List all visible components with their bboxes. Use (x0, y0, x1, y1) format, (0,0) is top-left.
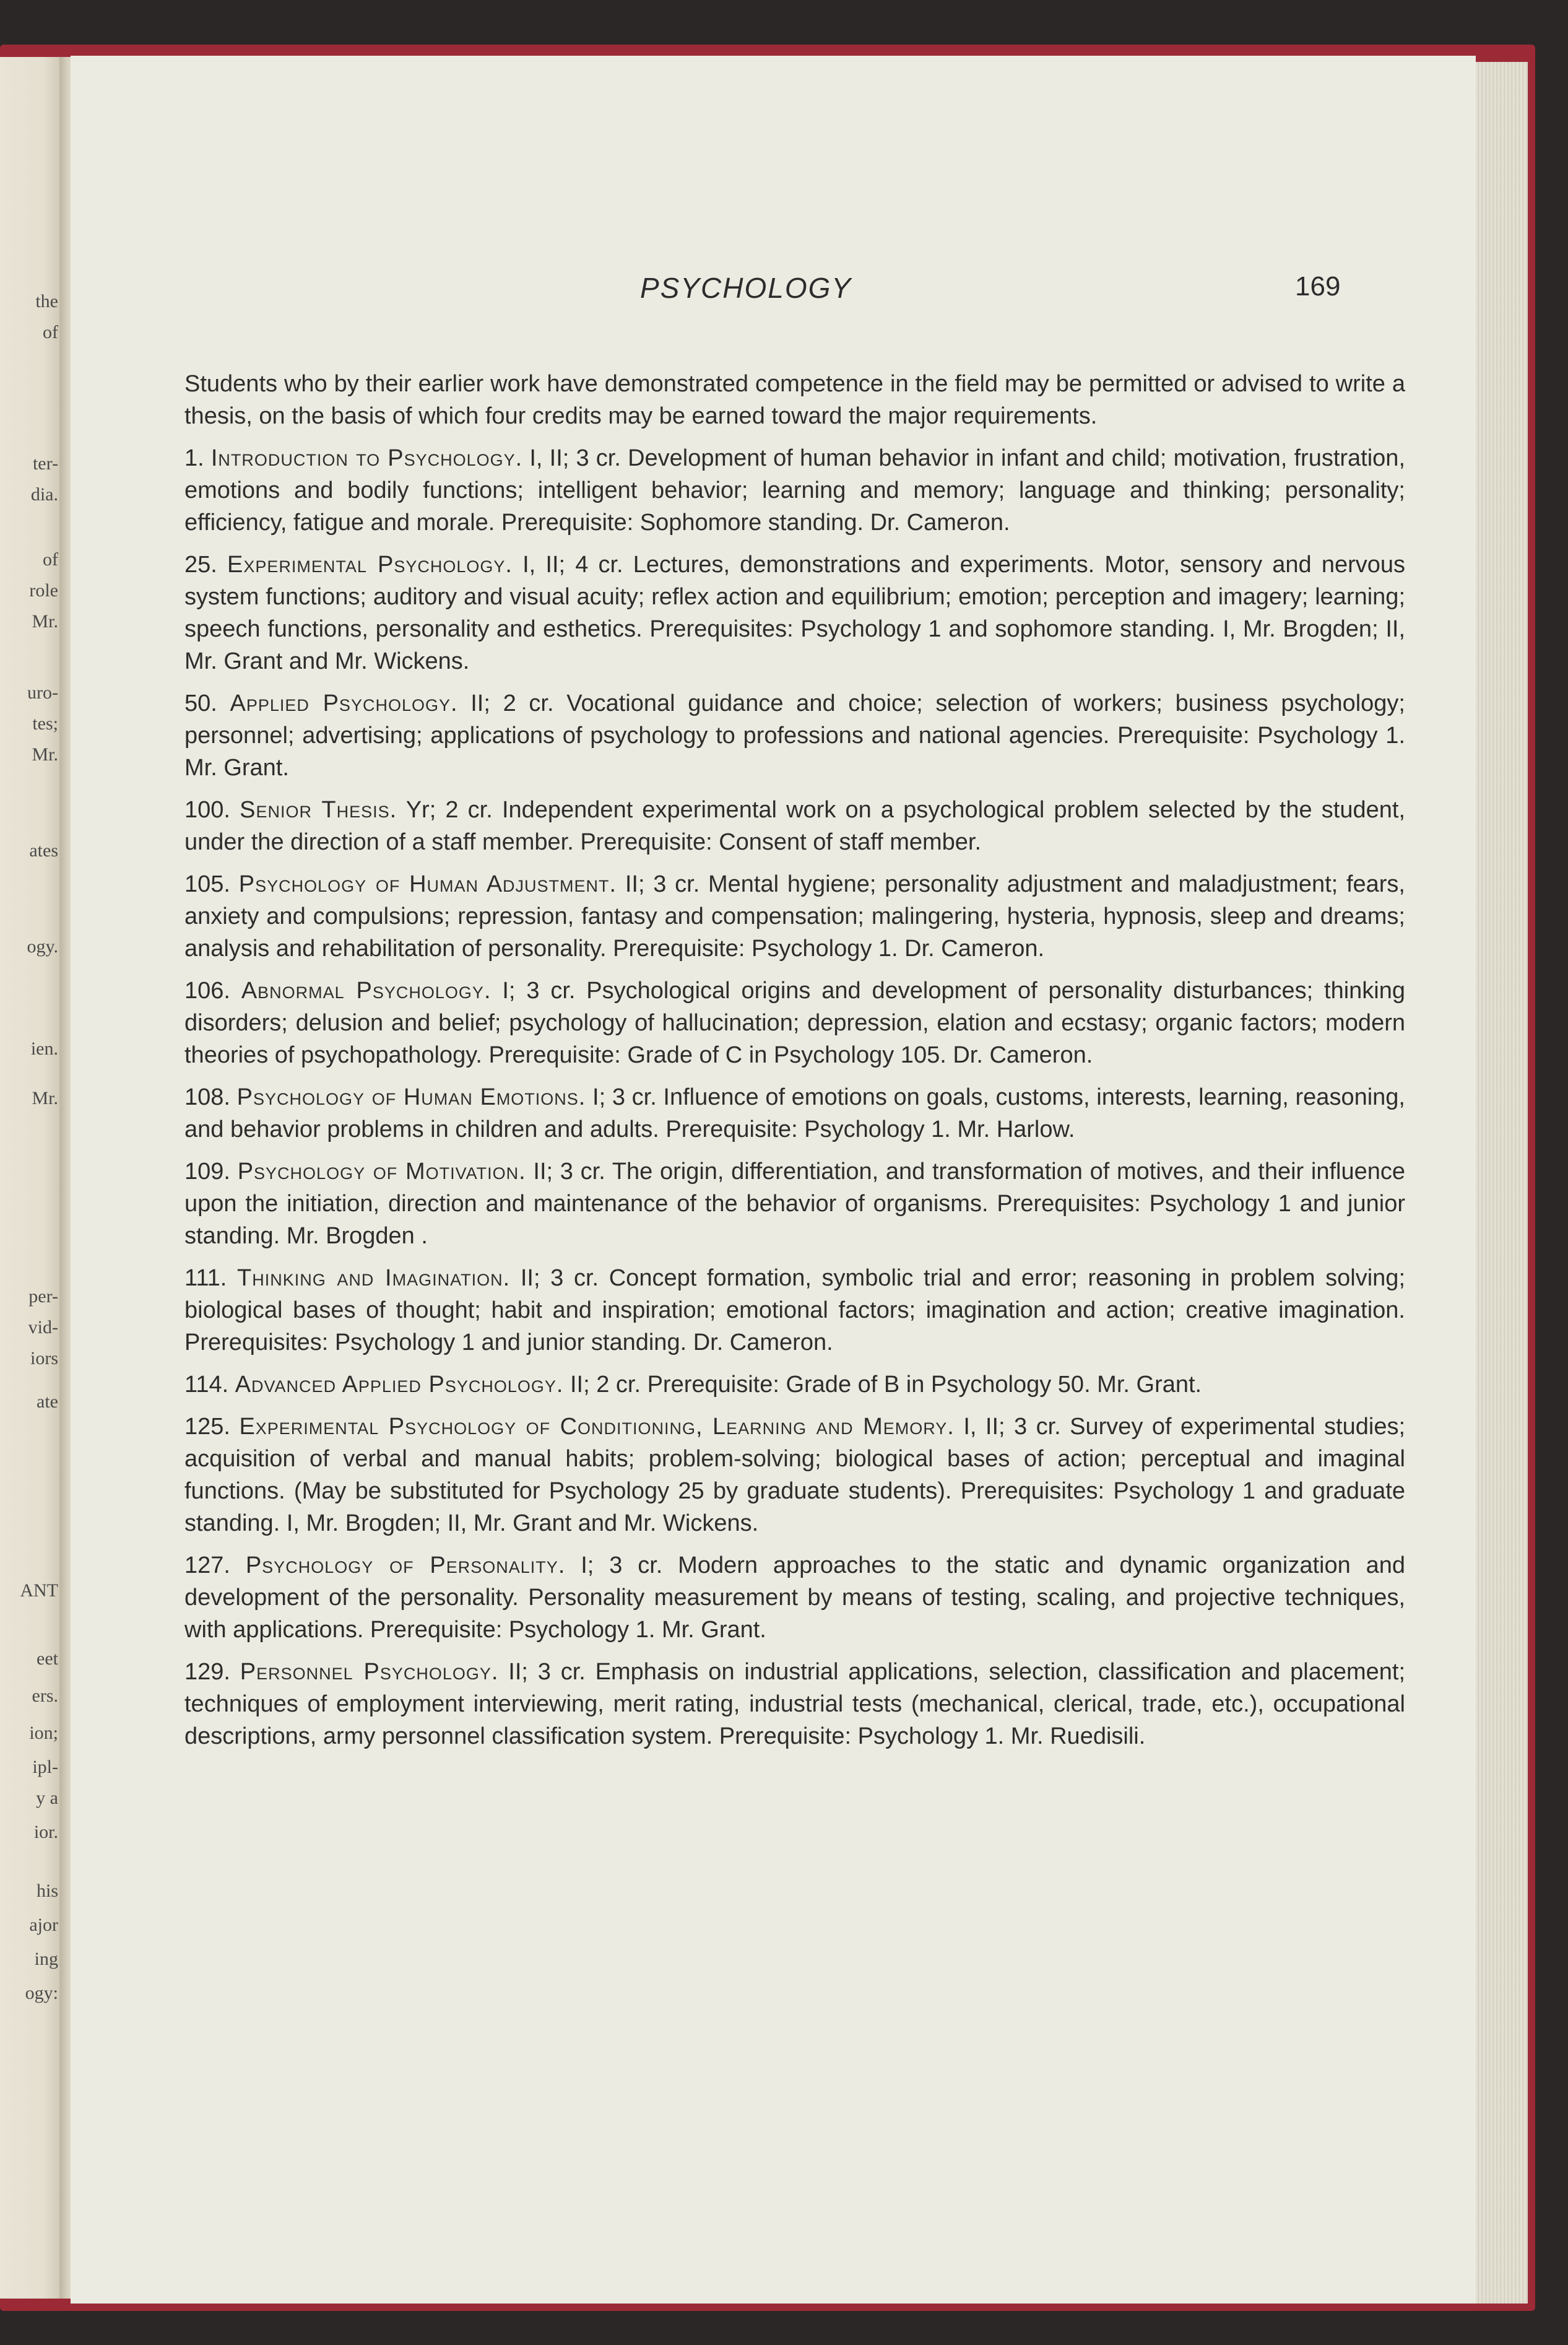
left-page-fragment: ipl- (32, 1757, 58, 1777)
left-page-fragment: iors (30, 1348, 58, 1368)
left-page-fragment: dia. (30, 484, 58, 505)
left-page-fragment: uro- (27, 682, 58, 703)
course-title: Psychology of Human Adjustment. (238, 871, 617, 897)
course-entry (184, 1411, 1405, 1539)
course-number: 129. (184, 1659, 230, 1685)
left-page-fragment: ers. (32, 1686, 58, 1706)
course-entry (184, 975, 1405, 1071)
course-description: II; 3 cr. Concept formation, symbolic trial and error; reasoning in problem solving; biological bases of thought; habit and inspiration; emotional factors; imagination and action; creative imagination. Prerequisites: Psychology 1 and junior standing. Dr. Cameron. (184, 1265, 1406, 1355)
left-page-fragment: vid- (28, 1317, 58, 1338)
course-description: II; 2 cr. Prerequisite: Grade of B in Psychology 50. Mr. Grant. (570, 1372, 1202, 1398)
left-page-fragment: ior. (33, 1822, 58, 1842)
course-number: 109. (184, 1159, 230, 1185)
left-page-fragment: ogy: (25, 1983, 58, 2003)
running-head (71, 271, 1476, 315)
course-title: Psychology of Human Emotions. (236, 1084, 586, 1110)
left-page-fragment: ates (29, 840, 58, 861)
course-description: II; 3 cr. Emphasis on industrial applications, selection, classification and placement; techniques of employment interviewing, merit rating, industrial tests (mechanical, clerical, trade, etc.), occupational descriptions, army personnel classification system. Prerequisite: Psychology 1. Mr. Ruedisili. (184, 1659, 1406, 1749)
course-description: I; 3 cr. Influence of emotions on goals, customs, interests, learning, reasoning, and behavior problems in children and adults. Prerequisite: Psychology 1. Mr. Harlow. (184, 1084, 1405, 1142)
left-page-fragment: eet (37, 1648, 58, 1669)
left-page-edge (0, 57, 62, 2299)
left-page-fragment: ien. (30, 1038, 58, 1059)
running-head-title: PSYCHOLOGY (640, 272, 852, 304)
course-title: Advanced Applied Psychology. (235, 1372, 564, 1398)
course-number: 25. (184, 552, 217, 578)
left-page-fragment: y a (36, 1788, 58, 1808)
course-description: I, II; 3 cr. Survey of experimental studies; acquisition of verbal and manual habits; problem-solving; biological bases of action; perceptual and imaginal functions. (May be substituted for Psychology 25 by graduate students). Prerequisites: Psychology 1 and graduate standing. I, Mr. Brogden; II, Mr. Grant and Mr. Wickens. (184, 1414, 1406, 1536)
left-page-fragment: his (36, 1881, 58, 1901)
left-page-fragment: ing (34, 1949, 58, 1969)
course-description: I; 3 cr. Modern approaches to the static and dynamic organization and development of the personality. Personality measurement by means of testing, scaling, and projective techniques, with applications. Prerequisite: Psychology 1. Mr. Grant. (184, 1552, 1405, 1643)
course-title: Psychology of Personality. (245, 1552, 566, 1578)
course-number: 50. (184, 690, 217, 716)
left-page-fragment: ANT (20, 1580, 58, 1601)
left-page-fragment: the (35, 291, 58, 311)
course-description: I, II; 3 cr. Development of human behavior in infant and child; motivation, frustration, emotions and bodily functions; intelligent behavior; learning and memory; language and thinking; personality; efficiency, fatigue and morale. Prerequisite: Sophomore standing. Dr. Cameron. (184, 445, 1406, 536)
left-page-fragment: ter- (32, 453, 58, 474)
intro-paragraph: Students who by their earlier work have demonstrated competence in the field may be permitted or advised to write a thesis, on the basis of which four credits may be earned toward the major requirements. (184, 371, 1405, 429)
course-title: Personnel Psychology. (240, 1659, 499, 1685)
course-description: II; 2 cr. Vocational guidance and choice; selection of workers; business psychology; personnel; advertising; applications of psychology to professions and national agencies. Prerequisite: Psychology 1. Mr. Grant. (184, 690, 1405, 781)
course-entry (184, 1656, 1405, 1752)
left-page-fragment: per- (28, 1286, 58, 1307)
course-title: Experimental Psychology of Conditioning, Learning and Memory. (239, 1414, 955, 1440)
course-entry (184, 1081, 1405, 1146)
course-entry (184, 794, 1405, 858)
course-number: 1. (184, 445, 204, 471)
course-entry (184, 1549, 1405, 1646)
course-number: 111. (184, 1265, 227, 1291)
course-description: II; 3 cr. The origin, differentiation, and transformation of motives, and their influence upon the initiation, direction and maintenance of the behavior of organisms. Prerequisites: Psychology 1 and junior standing. Mr. Brogden . (184, 1159, 1406, 1249)
left-page-fragment: Mr. (32, 611, 58, 632)
course-entry (184, 1368, 1405, 1401)
left-page-fragment: ajor (29, 1915, 58, 1935)
course-title: Experimental Psychology. (227, 552, 513, 578)
course-description: II; 3 cr. Mental hygiene; personality adjustment and maladjustment; fears, anxiety and compulsions; repression, fantasy and compensation; malingering, hysteria, hypnosis, sleep and dreams; analysis and rehabilitation of personality. Prerequisite: Psychology 1. Dr. Cameron. (184, 871, 1405, 962)
course-number: 100. (184, 797, 230, 823)
course-number: 108. (184, 1084, 230, 1110)
body-text (184, 368, 1405, 1762)
course-description: Yr; 2 cr. Independent experimental work on a psychological problem selected by the student, under the direction of a staff member. Prerequisite: Consent of staff member. (184, 797, 1405, 855)
book-page (71, 56, 1476, 2304)
course-number: 125. (184, 1414, 230, 1440)
course-title: Thinking and Imagination. (237, 1265, 511, 1291)
course-title: Senior Thesis. (240, 797, 397, 823)
course-title: Applied Psychology. (230, 690, 458, 716)
course-title: Introduction to Psychology. (210, 445, 523, 471)
left-page-fragment: Mr. (32, 1088, 58, 1108)
course-number: 106. (184, 978, 230, 1004)
left-page-fragment: ogy. (27, 936, 58, 957)
left-page-fragment: of (43, 322, 58, 342)
page-number: 169 (1295, 271, 1341, 302)
left-page-fragment: tes; (32, 713, 58, 734)
course-description: I, II; 4 cr. Lectures, demonstrations and experiments. Motor, sensory and nervous system functions; auditory and visual acuity; reflex action and equilibrium; emotion; perception and imagery; learning; speech functions, personality and esthetics. Prerequisites: Psychology 1 and sophomore standing. I, Mr. Brogden; II, Mr. Grant and Mr. Wickens. (184, 552, 1406, 674)
left-page-fragment: Mr. (32, 744, 58, 765)
course-title: Abnormal Psychology. (241, 978, 492, 1004)
course-number: 105. (184, 871, 230, 897)
course-entry (184, 868, 1405, 965)
course-entry (184, 1262, 1405, 1359)
course-entry (184, 1155, 1405, 1252)
left-page-fragment: role (29, 580, 58, 601)
left-page-fragment: ion; (29, 1723, 58, 1743)
course-entry (184, 687, 1405, 784)
course-description: I; 3 cr. Psychological origins and development of personality disturbances; thinking disorders; delusion and belief; psychology of hallucination; depression, elation and ecstasy; organic factors; modern theories of psychopathology. Prerequisite: Grade of C in Psychology 105. Dr. Cameron. (184, 978, 1405, 1068)
course-number: 127. (184, 1552, 230, 1578)
page-edges (1476, 62, 1528, 2304)
course-entry (184, 549, 1405, 677)
left-page-fragment: of (43, 549, 58, 570)
left-page-fragment: ate (37, 1391, 58, 1412)
course-number: 114. (184, 1372, 229, 1398)
course-entry (184, 442, 1405, 539)
course-title: Psychology of Motivation. (237, 1159, 526, 1185)
